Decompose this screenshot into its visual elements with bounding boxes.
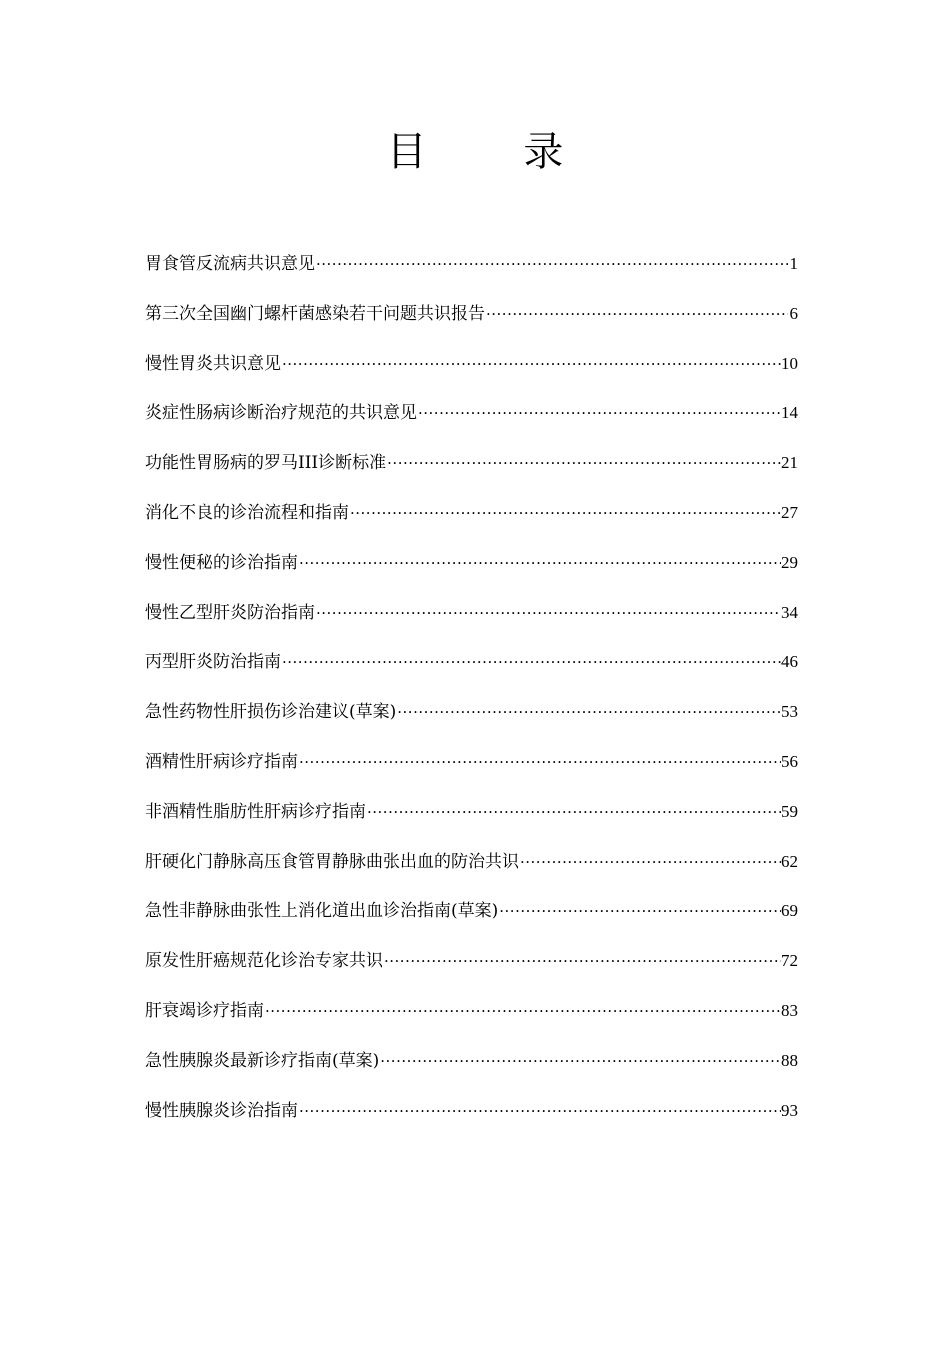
dot-leader <box>387 449 781 477</box>
toc-entry-title: 非酒精性脂肪性肝病诊疗指南 <box>145 801 366 822</box>
toc-entry-title: 慢性便秘的诊治指南 <box>145 552 298 573</box>
dot-leader <box>299 1097 781 1125</box>
toc-page-number: 1 <box>789 254 798 273</box>
dot-leader <box>299 549 781 577</box>
toc-entry[interactable] <box>145 1047 798 1097</box>
toc-entry[interactable] <box>145 798 798 848</box>
toc-entry-title: 胃食管反流病共识意见 <box>145 254 315 274</box>
toc-entry[interactable] <box>145 549 798 599</box>
toc-page-number: 21 <box>781 453 798 473</box>
dot-leader <box>384 947 781 975</box>
toc-entry[interactable] <box>145 848 798 898</box>
toc-entry[interactable] <box>145 648 798 698</box>
toc-entry[interactable] <box>145 250 798 300</box>
toc-entry[interactable] <box>145 897 798 947</box>
dot-leader <box>265 997 781 1025</box>
toc-entry[interactable] <box>145 300 798 350</box>
toc-entry[interactable] <box>145 399 798 449</box>
dot-leader <box>316 599 781 627</box>
toc-page-number: 59 <box>781 801 798 821</box>
toc-entry-title: 肝衰竭诊疗指南 <box>145 1000 264 1021</box>
toc-entry-title: 肝硬化门静脉高压食管胃静脉曲张出血的防治共识 <box>145 851 519 872</box>
toc-page-number: 69 <box>781 901 798 921</box>
toc-entry[interactable] <box>145 997 798 1047</box>
toc-page-number: 93 <box>781 1100 798 1120</box>
toc-page-number: 34 <box>781 602 798 622</box>
toc-page-number: 27 <box>781 502 798 522</box>
dot-leader <box>380 1047 781 1075</box>
dot-leader <box>499 897 781 925</box>
toc-entry[interactable] <box>145 350 798 400</box>
toc-entry[interactable] <box>145 599 798 649</box>
toc-page-number: 88 <box>781 1050 798 1070</box>
toc-entry-title: 慢性胰腺炎诊治指南 <box>145 1100 298 1121</box>
toc-entry-title: 丙型肝炎防治指南 <box>145 652 281 673</box>
toc-entry-title: 第三次全国幽门螺杆菌感染若干问题共识报告 <box>145 303 485 324</box>
dot-leader <box>367 798 781 826</box>
dot-leader <box>520 848 781 876</box>
toc-page-number: 46 <box>781 652 798 672</box>
toc-entry[interactable] <box>145 449 798 499</box>
dot-leader <box>316 250 788 278</box>
toc-page-number: 83 <box>781 1000 798 1020</box>
dot-leader <box>397 698 781 726</box>
toc-entry-title: 酒精性肝病诊疗指南 <box>145 751 298 772</box>
toc-entry[interactable] <box>145 748 798 798</box>
dot-leader <box>418 399 781 427</box>
dot-leader <box>350 499 781 527</box>
toc-entry-title: 急性非静脉曲张性上消化道出血诊治指南(草案) <box>145 901 499 922</box>
table-of-contents <box>145 250 798 1146</box>
toc-page-number: 14 <box>781 403 798 423</box>
toc-page-number: 29 <box>781 552 798 572</box>
toc-page-number: 6 <box>789 303 798 323</box>
toc-entry-title: 慢性乙型肝炎防治指南 <box>145 602 315 623</box>
toc-entry[interactable] <box>145 947 798 997</box>
toc-page-number: 56 <box>781 751 798 771</box>
toc-entry[interactable] <box>145 1097 798 1147</box>
toc-page-number: 72 <box>781 951 798 971</box>
toc-entry-title: 消化不良的诊治流程和指南 <box>145 502 349 523</box>
toc-entry-title: 急性药物性肝损伤诊治建议(草案) <box>145 702 397 723</box>
toc-entry[interactable] <box>145 698 798 748</box>
toc-page-number: 53 <box>781 702 798 722</box>
dot-leader <box>486 300 788 328</box>
toc-page-number: 62 <box>781 851 798 871</box>
toc-page-number: 10 <box>781 353 798 373</box>
toc-entry-title: 炎症性肠病诊断治疗规范的共识意见 <box>145 403 417 424</box>
dot-leader <box>282 648 781 676</box>
page-title: 目 录 <box>386 129 606 175</box>
toc-entry[interactable] <box>145 499 798 549</box>
dot-leader <box>282 350 781 378</box>
toc-entry-title: 功能性胃肠病的罗马III诊断标准 <box>145 453 387 474</box>
toc-entry-title: 慢性胃炎共识意见 <box>145 353 281 374</box>
dot-leader <box>299 748 781 776</box>
toc-entry-title: 原发性肝癌规范化诊治专家共识 <box>145 951 383 972</box>
toc-entry-title: 急性胰腺炎最新诊疗指南(草案) <box>145 1050 380 1071</box>
